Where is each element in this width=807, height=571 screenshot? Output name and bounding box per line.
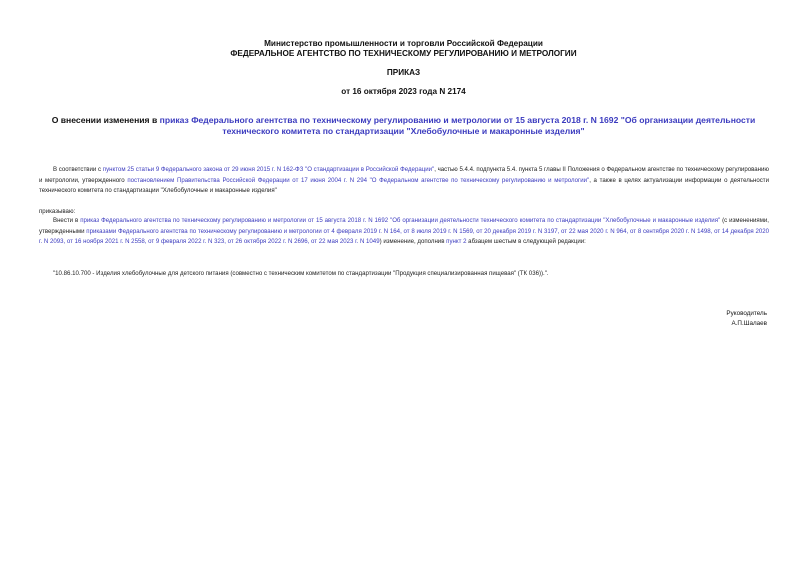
p1-text-2: , частью 5.4.4. подпункта 5.4. пункта 5 главы II Положения о Федеральном агентстве по техническому регулированию и метрологии, утвержденного [39, 166, 769, 184]
p2-text-2: (с изменениями, утвержденными [39, 217, 769, 235]
amended-order-link[interactable]: приказ Федерального агентства по техническому регулированию и метрологии от 15 августа 2018 г. N 1692 "Об организации деятельности технического комитета по стандартизации "Хлебобулочные и макаронные изделия" [80, 217, 721, 224]
p2-text-4: абзацем шестым в следующей редакции: [466, 238, 586, 246]
document-date: от 16 октября 2023 года N 2174 [341, 87, 466, 96]
signature-block [726, 309, 767, 329]
title-order-link[interactable]: приказ Федерального агентства по техническому регулированию и метрологии от 15 августа 2018 г. N 1692 "Об организации деятельности технического комитета по стандартизации "Хлебобулочные и макаронные изделия" [159, 115, 756, 136]
agency-name: ФЕДЕРАЛЬНОЕ АГЕНТСТВО ПО ТЕХНИЧЕСКОМУ РЕГУЛИРОВАНИЮ И МЕТРОЛОГИИ [230, 49, 577, 58]
p1-text-3: , а также в целях актуализации информации о деятельности технического комитета по стандартизации "Хлебобулочные и макаронные изделия" [39, 176, 769, 195]
ministry-name: Министерство промышленности и торговли Российской Федерации [264, 39, 543, 48]
prior-orders-link[interactable]: приказами Федерального агентства по техническому регулированию и метрологии от 4 февраля 2019 г. N 164, от 8 июля 2019 г. N 1569, от 20 декабря 2019 г. N 3197, от 22 мая 2020 г. N 964, от 8 сентября 2020 г. N 1498, от 14 декабря 2020 г. N 2093, от 16 ноября 2021 г. N 2558, от 9 февраля 2022 г. N 323, от 26 октября 2022 г. N 2696, от 22 мая 2023 г. N 1049 [39, 227, 769, 246]
p1-text-1: В соответствии с [53, 166, 103, 173]
signatory-name: А.П.Шалаев [731, 320, 767, 327]
amendment-paragraph [39, 216, 769, 248]
new-paragraph-quote: "10.86.10.700 - Изделия хлебобулочные для детского питания (совместно с техническим комитетом по стандартизации "Продукция специализированная пищевая" (ТК 036)).". [53, 270, 549, 277]
p2-text-1: Внести в [53, 217, 81, 224]
signatory-role: Руководитель [726, 310, 767, 317]
document-type: ПРИКАЗ [386, 68, 421, 77]
federal-law-link[interactable]: пунктом 25 статьи 9 Федерального закона от 29 июня 2015 г. N 162-ФЗ "О стандартизации в Российской Федерации" [102, 166, 435, 173]
p2-text-3: ) изменение, дополнив [379, 238, 447, 246]
clause-2-link[interactable]: пункт 2 [446, 238, 467, 246]
orders-label: приказываю: [39, 208, 76, 215]
government-decree-link[interactable]: постановлением Правительства Российской Федерации от 17 июня 2004 г. N 294 "О Федеральном агентстве по техническому регулированию и метрологии" [127, 176, 590, 184]
legal-basis-paragraph [39, 165, 769, 197]
document-title [30, 115, 777, 137]
title-prefix: О внесении изменения в [51, 115, 160, 125]
